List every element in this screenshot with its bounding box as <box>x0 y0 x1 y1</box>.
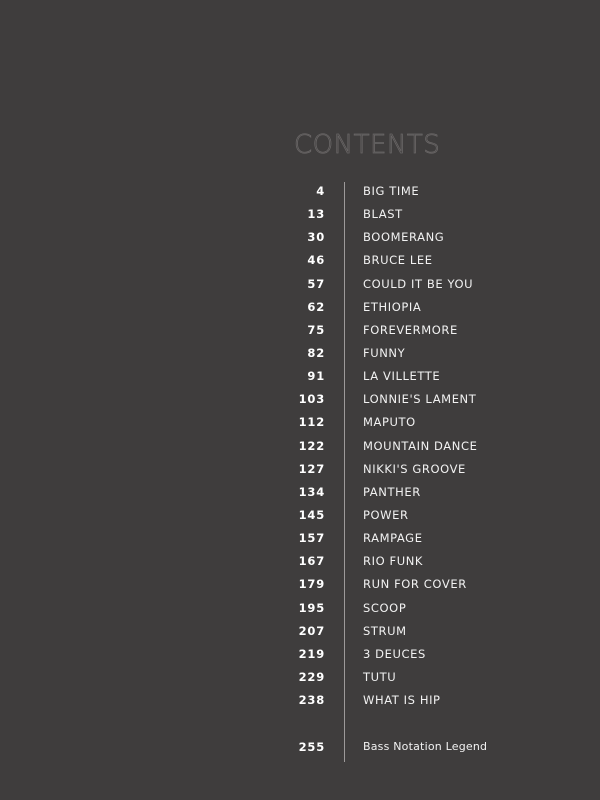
page-number: 229 <box>298 669 325 684</box>
toc-entry[interactable] <box>0 389 600 412</box>
toc-entry[interactable] <box>0 528 600 551</box>
song-title: RUN FOR COVER <box>363 577 467 592</box>
page-number: 46 <box>307 253 325 268</box>
song-title: LA VILLETTE <box>363 369 441 384</box>
toc-entry[interactable] <box>0 574 600 597</box>
toc-entry[interactable] <box>0 274 600 297</box>
page-number: 82 <box>307 345 325 360</box>
toc-entry[interactable] <box>0 181 600 204</box>
page-number: 167 <box>298 554 325 569</box>
toc-entry[interactable] <box>0 667 600 690</box>
song-title: POWER <box>363 507 409 522</box>
page-number: 145 <box>298 507 325 522</box>
page-number: 179 <box>298 577 325 592</box>
toc-entry[interactable] <box>0 320 600 343</box>
song-title: NIKKI'S GROOVE <box>363 461 466 476</box>
song-title: RIO FUNK <box>363 554 424 569</box>
page-number: 112 <box>298 415 325 430</box>
song-title: SCOOP <box>363 600 407 615</box>
song-title: BLAST <box>363 207 403 222</box>
page-number: 57 <box>307 276 325 291</box>
page-number: 134 <box>298 484 325 499</box>
song-title: WHAT IS HIP <box>363 693 441 708</box>
song-title: BOOMERANG <box>363 230 445 245</box>
legend-title: Bass Notation Legend <box>363 740 488 753</box>
toc-entry[interactable] <box>0 644 600 667</box>
song-title: BIG TIME <box>363 184 420 198</box>
page-number: 13 <box>307 207 325 222</box>
toc-entry[interactable] <box>0 621 600 644</box>
song-title: LONNIE'S LAMENT <box>363 392 477 407</box>
toc-entry[interactable] <box>0 436 600 459</box>
toc-entry[interactable] <box>0 343 600 366</box>
page-number: 103 <box>298 392 325 407</box>
page-number: 75 <box>307 322 325 337</box>
toc-entry[interactable] <box>0 598 600 621</box>
toc-list <box>0 181 600 713</box>
toc-entry[interactable] <box>0 551 600 574</box>
page-number: 238 <box>298 693 325 708</box>
page-number: 30 <box>307 230 325 245</box>
page-number: 195 <box>298 600 325 615</box>
song-title: 3 DEUCES <box>363 646 426 661</box>
song-title: BRUCE LEE <box>363 253 433 268</box>
song-title: FOREVERMORE <box>363 322 458 337</box>
page-number: 157 <box>298 531 325 546</box>
page-number: 219 <box>298 646 325 661</box>
toc-entry[interactable] <box>0 412 600 435</box>
toc-entry[interactable] <box>0 505 600 528</box>
page-number: 207 <box>298 623 325 638</box>
song-title: ETHIOPIA <box>363 299 422 314</box>
toc-entry[interactable] <box>0 690 600 713</box>
page-number: 255 <box>298 740 325 754</box>
song-title: MAPUTO <box>363 415 416 430</box>
song-title: MOUNTAIN DANCE <box>363 438 478 453</box>
toc-entry[interactable] <box>0 459 600 482</box>
toc-entry[interactable] <box>0 227 600 250</box>
toc-entry[interactable] <box>0 366 600 389</box>
page-number: 91 <box>307 369 325 384</box>
toc-entry[interactable] <box>0 250 600 273</box>
toc-entry[interactable] <box>0 204 600 227</box>
song-title: FUNNY <box>363 345 406 360</box>
song-title: TUTU <box>363 669 397 684</box>
toc-entry[interactable] <box>0 297 600 320</box>
song-title: COULD IT BE YOU <box>363 276 474 291</box>
song-title: RAMPAGE <box>363 531 423 546</box>
page-number: 4 <box>316 184 325 198</box>
page-title: CONTENTS <box>294 130 441 160</box>
page-number: 62 <box>307 299 325 314</box>
toc-entry[interactable] <box>0 482 600 505</box>
song-title: PANTHER <box>363 484 421 499</box>
page-number: 122 <box>298 438 325 453</box>
page-number: 127 <box>298 461 325 476</box>
legend-entry[interactable] <box>0 737 600 757</box>
song-title: STRUM <box>363 623 407 638</box>
